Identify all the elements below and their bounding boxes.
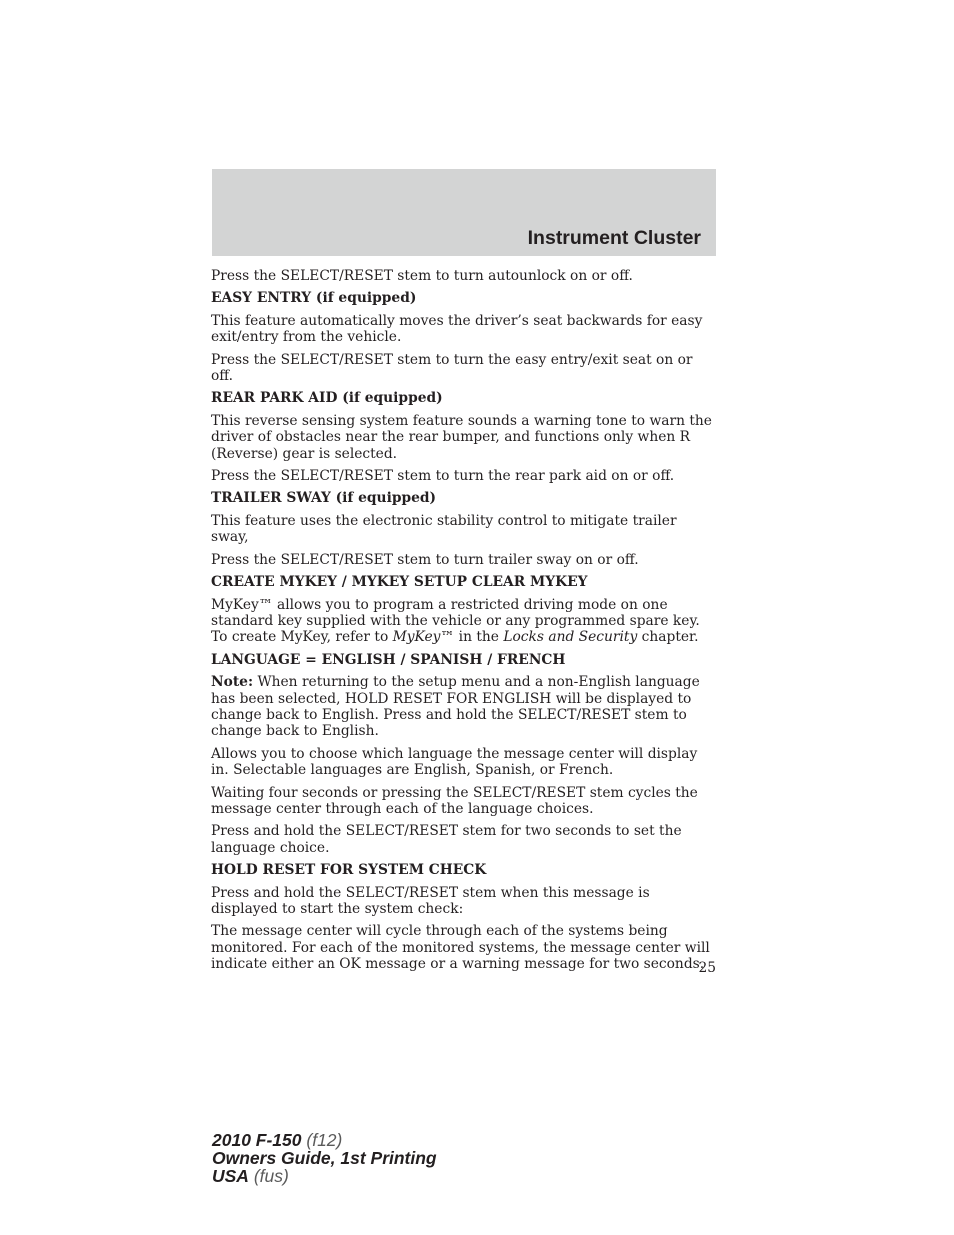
heading-language: LANGUAGE = ENGLISH / SPANISH / FRENCH [211,651,566,668]
mykey-ref: MyKey™ [392,629,455,646]
paragraph-system-check-cycle: The message center will cycle through each of the systems being monitored. For each of the monitored systems, the message center will indicate either an OK message or a warning message for two seconds. [211,923,710,973]
locks-security-ref: Locks and Security [503,629,638,646]
footer-line-printing: Owners Guide, 1st Printing [212,1148,437,1168]
paragraph-rear-park-desc: This reverse sensing system feature sounds a warning tone to warn the driver of obstacles near the rear bumper, and functions only when R (Reverse) gear is selected. [211,412,712,462]
paragraph-trailer-toggle: Press the SELECT/RESET stem to turn trailer sway on or off. [211,551,639,568]
heading-rear-park-aid: REAR PARK AID (if equipped) [211,390,443,407]
paragraph-easy-entry-desc: This feature automatically moves the driver’s seat backwards for easy exit/entry from the vehicle. [211,312,703,346]
paragraph-language-cycle: Waiting four seconds or pressing the SELECT/RESET stem cycles the message center through each of the language choices. [211,784,698,817]
mykey-text-b: in the [454,629,504,646]
paragraph-language-set: Press and hold the SELECT/RESET stem for two seconds to set the language choice. [211,823,682,856]
page-content [211,268,717,979]
footer-line-model: 2010 F-150 (f12) [212,1130,343,1150]
paragraph-rear-park-toggle: Press the SELECT/RESET stem to turn the rear park aid on or off. [211,468,675,485]
note-label: Note: [211,674,254,691]
footer-line-region: USA (fus) [212,1166,289,1186]
paragraph-mykey [211,597,717,646]
paragraph-autounlock: Press the SELECT/RESET stem to turn autounlock on or off. [211,268,633,284]
mykey-text-a: MyKey™ allows you to program a restricted driving mode on one standard key supplied with the vehicle or any programmed spare key. To create MyKey, refer to [211,596,700,646]
paragraph-trailer-desc: This feature uses the electronic stability control to mitigate trailer sway, [211,512,677,546]
page-number: 25 [698,960,716,976]
mykey-text-c: chapter. [637,629,699,646]
paragraph-language-choose: Allows you to choose which language the message center will display in. Selectable languages are English, Spanish, or French. [211,745,698,779]
paragraph-language-note [211,674,717,740]
paragraph-easy-entry-toggle: Press the SELECT/RESET stem to turn the easy entry/exit seat on or off. [211,351,693,385]
heading-mykey: CREATE MYKEY / MYKEY SETUP CLEAR MYKEY [211,574,588,591]
heading-trailer-sway: TRAILER SWAY (if equipped) [211,490,437,507]
section-title: Instrument Cluster [527,227,701,249]
paragraph-system-check-start: Press and hold the SELECT/RESET stem when this message is displayed to start the system check: [211,884,650,917]
document-footer [212,1131,437,1185]
heading-system-check: HOLD RESET FOR SYSTEM CHECK [211,862,487,879]
section-header-band [212,169,716,256]
note-text: When returning to the setup menu and a non-English language has been selected, HOLD RESET FOR ENGLISH will be displayed to change back to English. Press and hold the SELECT/RESET stem to change back to English. [211,674,700,740]
heading-easy-entry: EASY ENTRY (if equipped) [211,290,417,307]
